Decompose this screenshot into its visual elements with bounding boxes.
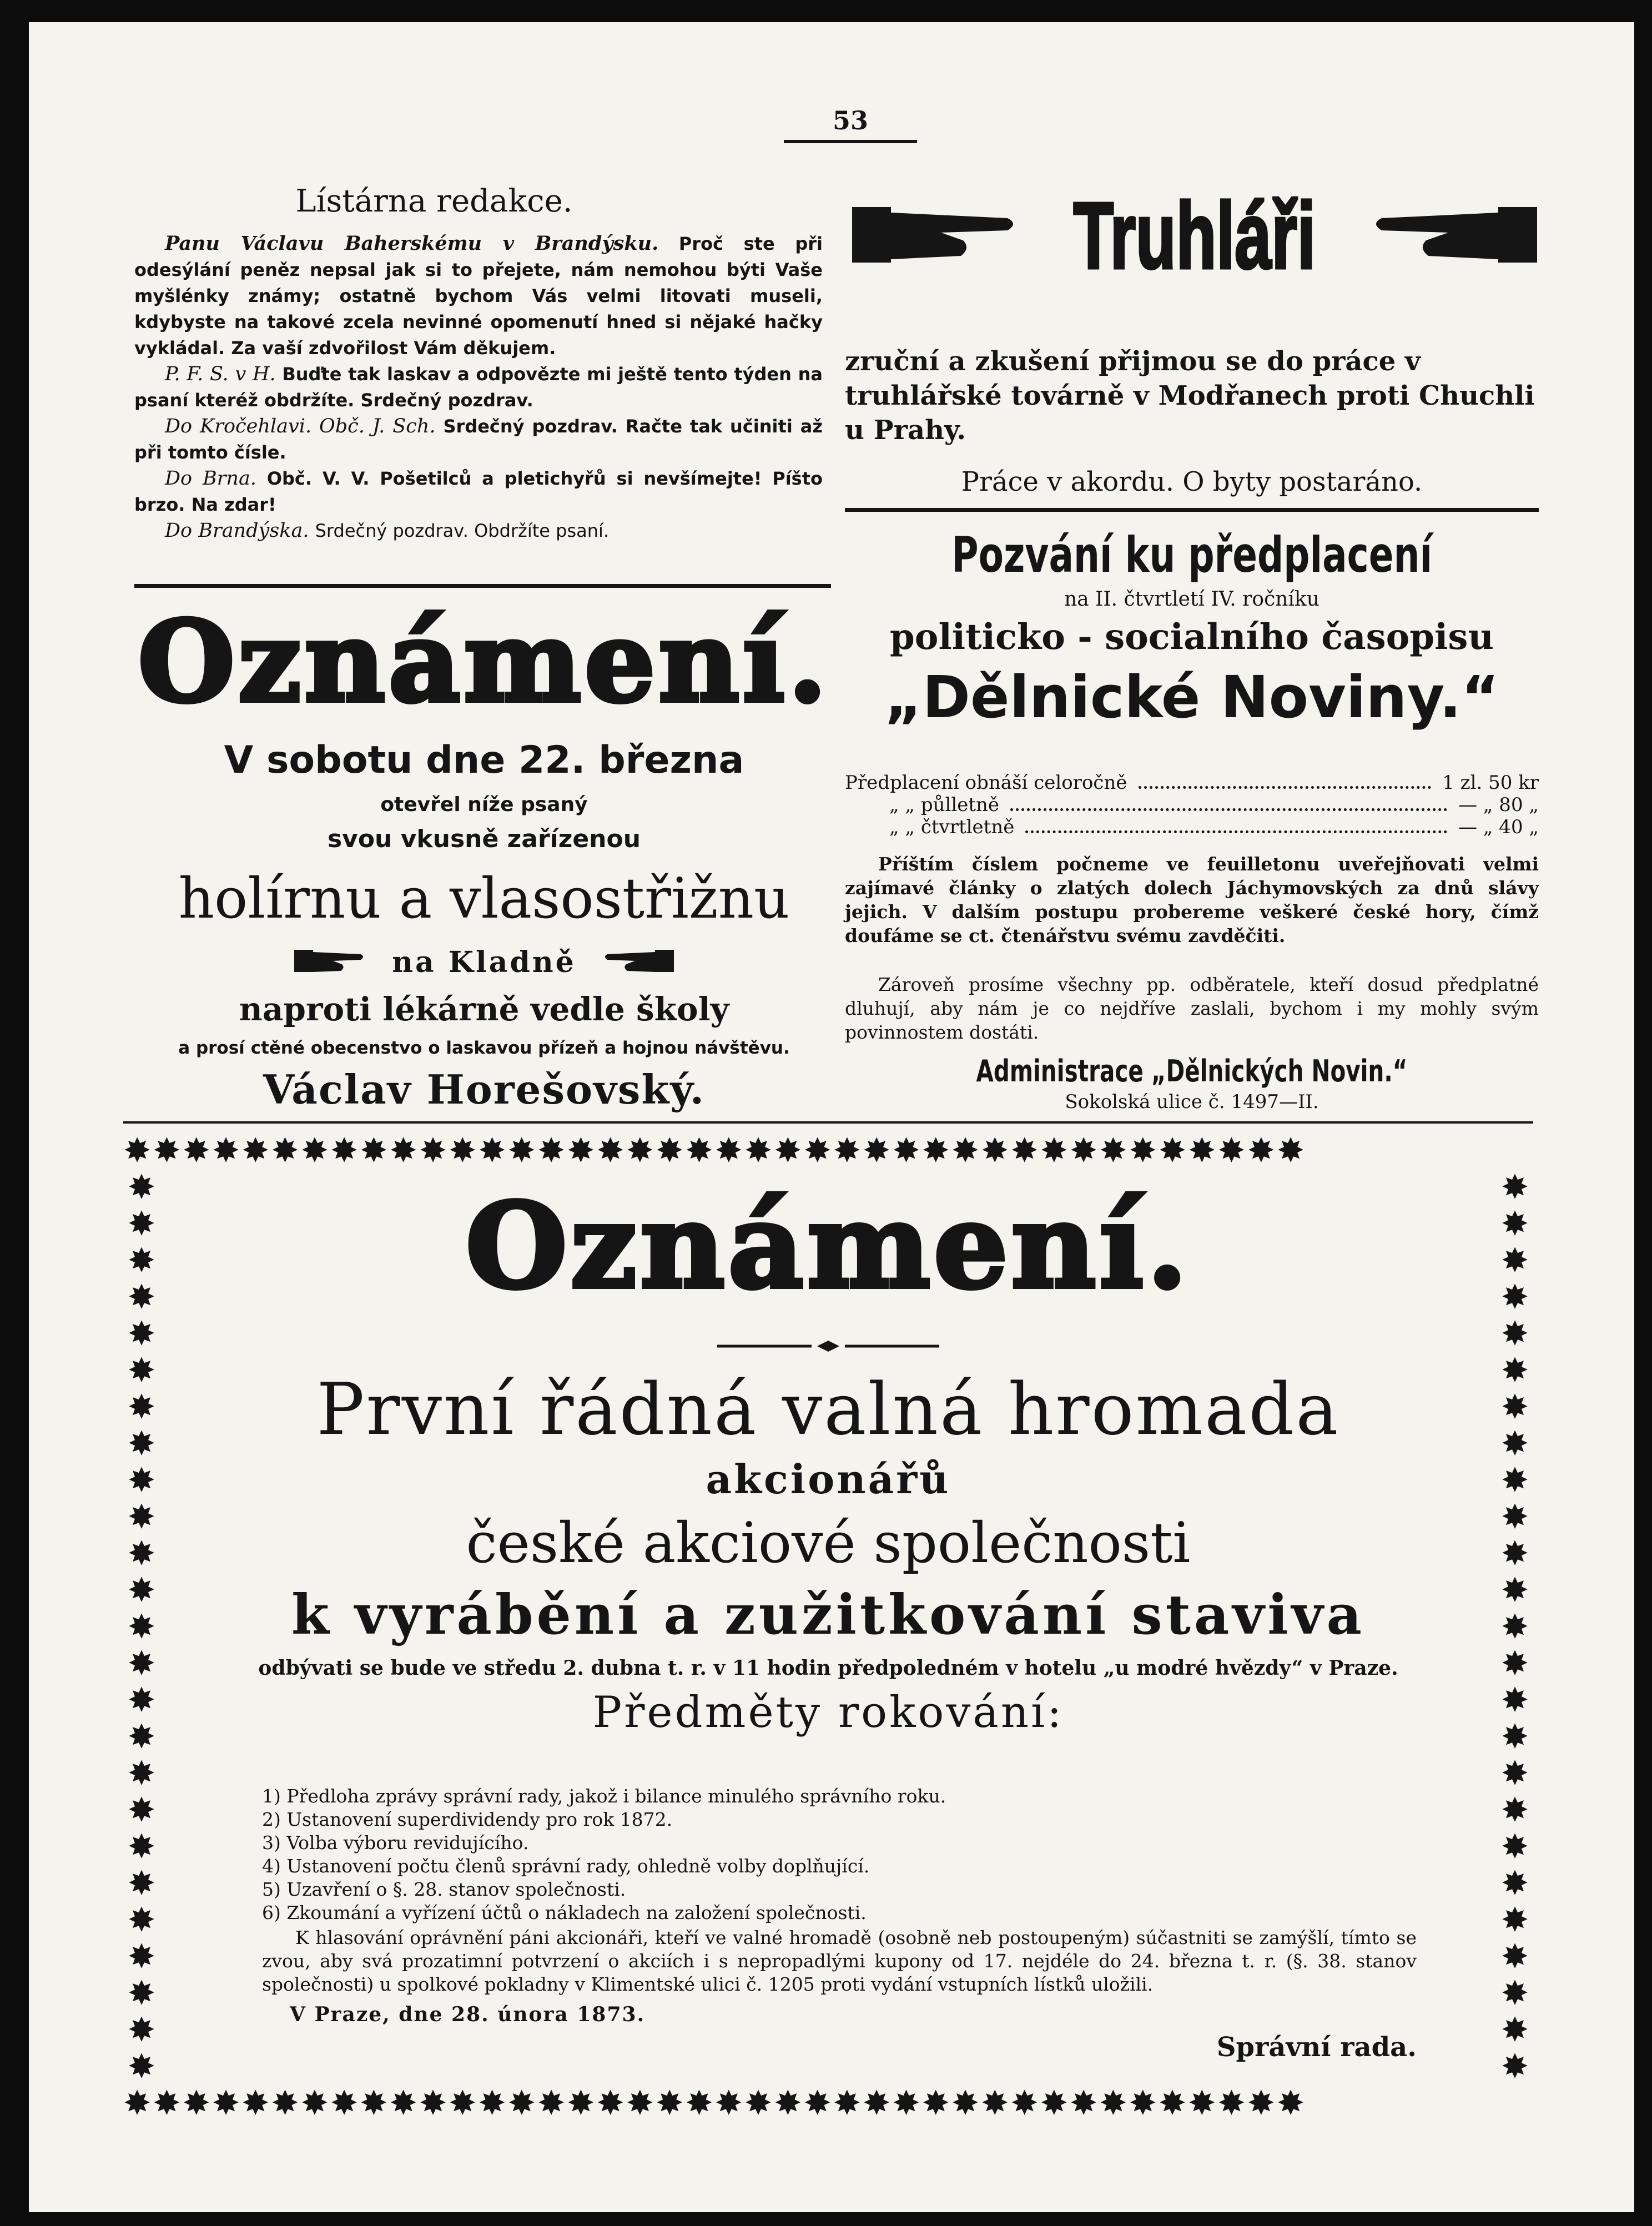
star-ornament-icon: ✸ (1217, 2085, 1247, 2122)
star-ornament-icon: ✸ (127, 1424, 156, 1463)
star-ornament-icon: ✸ (1500, 1315, 1529, 1353)
star-ornament-icon: ✸ (1276, 2085, 1307, 2122)
price-dots (1025, 816, 1447, 833)
star-ornament-icon: ✸ (892, 2085, 922, 2122)
star-ornament-icon: ✸ (419, 2085, 449, 2122)
letters-body (134, 230, 823, 544)
star-ornament-icon: ✸ (127, 1974, 156, 2013)
star-ornament-icon: ✸ (182, 2085, 212, 2122)
meeting-dateline: V Praze, dne 28. února 1873. (290, 2003, 646, 2026)
letter-address: Panu Václavu Baherskému v Brandýsku. (165, 232, 659, 255)
star-ornament-icon: ✸ (744, 1132, 774, 1169)
price-label: „ „ půlletně (889, 794, 1000, 816)
trubl-title-row (834, 183, 1555, 289)
letter-address: P. F. S. v H. (165, 363, 276, 385)
star-ornament-icon: ✸ (127, 1278, 156, 1317)
star-ornament-icon: ✸ (449, 1132, 479, 1169)
star-ornament-icon: ✸ (127, 1571, 156, 1610)
star-ornament-icon: ✸ (774, 2085, 804, 2122)
star-ornament-icon: ✸ (1247, 1132, 1277, 1169)
star-ornament-icon: ✸ (1500, 1681, 1529, 1720)
star-ornament-icon: ✸ (921, 2085, 951, 2122)
star-ornament-icon: ✸ (1040, 1132, 1070, 1169)
price-dots (1010, 794, 1447, 811)
meeting-title: Oznámení. (465, 1177, 1191, 1315)
star-ornament-icon: ✸ (1188, 2085, 1218, 2122)
star-ornament-icon: ✸ (449, 2085, 479, 2122)
star-ornament-icon: ✸ (1010, 1132, 1040, 1169)
star-ornament-icon: ✸ (892, 1132, 922, 1169)
star-ornament-icon: ✸ (127, 1901, 156, 1940)
star-ornament-icon: ✸ (744, 2085, 774, 2122)
star-ornament-icon: ✸ (1500, 1169, 1529, 1207)
agenda-item: 1) Předloha zprávy správní rady, jakož i bilance minulého správního roku. (262, 1785, 946, 1807)
star-ornament-icon: ✸ (1500, 1718, 1529, 1756)
star-ornament-icon: ✸ (833, 1132, 863, 1169)
star-ornament-icon: ✸ (507, 1132, 537, 1169)
star-ornament-icon: ✸ (127, 1461, 156, 1500)
price-value: — „ 80 „ (1458, 794, 1539, 816)
subscription-journal-name: „Dělnické Noviny.“ (884, 663, 1499, 731)
pointing-hand-icon (602, 943, 674, 987)
subscription-signature: Administrace „Dělnických Novin.“ (976, 1054, 1408, 1089)
page-number: 53 (832, 105, 868, 135)
price-row (845, 772, 1539, 794)
star-ornament-icon: ✸ (182, 1132, 212, 1169)
star-ornament-icon: ✸ (1500, 1864, 1529, 1903)
star-ornament-icon: ✸ (1500, 1644, 1529, 1683)
price-label: „ „ čtvrtletně (889, 816, 1015, 838)
star-ornament-icon: ✸ (123, 2085, 153, 2122)
star-ornament-icon: ✸ (389, 1132, 419, 1169)
agenda-item: 2) Ustanovení superdividendy pro rok 1872. (262, 1809, 673, 1830)
star-ornament-icon: ✸ (656, 2085, 686, 2122)
star-ornament-icon: ✸ (1158, 1132, 1188, 1169)
star-ornament-icon: ✸ (211, 2085, 242, 2122)
star-ornament-icon: ✸ (1500, 2047, 1529, 2079)
star-ornament-icon: ✸ (123, 1132, 153, 1169)
page-number-rule (784, 140, 917, 143)
star-ornament-icon: ✸ (1500, 1278, 1529, 1317)
letter-entry (134, 361, 823, 414)
letter-entry (134, 230, 823, 361)
star-ornament-icon: ✸ (300, 2085, 330, 2122)
star-ornament-icon: ✸ (774, 1132, 804, 1169)
star-ornament-icon: ✸ (360, 1132, 390, 1169)
subscription-subtitle: na II. čtvrtletí IV. ročníku (1064, 588, 1319, 611)
letter-entry (134, 518, 823, 544)
star-ornament-icon: ✸ (127, 1681, 156, 1720)
star-ornament-icon: ✸ (1010, 2085, 1040, 2122)
star-ornament-icon: ✸ (271, 2085, 301, 2122)
star-ornament-icon: ✸ (330, 1132, 360, 1169)
barber-title: Oznámení. (138, 597, 830, 727)
star-ornament-icon: ✸ (127, 1241, 156, 1280)
price-value: — „ 40 „ (1458, 816, 1539, 838)
meeting-when: odbývati se bude ve středu 2. dubna t. r. v 11 hodin předpoledném v hotelu „u modré hvězdy“ v Praze. (258, 1656, 1398, 1680)
barber-business: holírnu a vlasostřižnu (178, 866, 790, 931)
barber-line1: otevřel níže psaný (380, 793, 588, 816)
star-ornament-icon: ✸ (803, 2085, 833, 2122)
meeting-line2: akcionářů (706, 1456, 951, 1503)
star-ornament-icon: ✸ (241, 1132, 271, 1169)
subscription-paragraph1: Příštím číslem počneme ve feuilletonu uveřejňovati velmi zajímavé články o zlatých dolech Jáchymovských za dnů slávy jejich. V dalším postupu probereme veškeré české hory, čímž doufáme se ct. čtenářstvu svému zavděčiti. (845, 853, 1539, 946)
star-ornament-icon: ✸ (271, 1132, 301, 1169)
meeting-agenda-title: Předměty rokování: (592, 1688, 1064, 1738)
pointing-hand-icon (852, 202, 1019, 270)
star-ornament-icon: ✸ (567, 1132, 597, 1169)
letters-heading: Lístárna redakce. (295, 183, 573, 219)
star-ornament-icon: ✸ (1040, 2085, 1070, 2122)
letter-text: Srdečný pozdrav. Obdržíte psaní. (315, 520, 610, 541)
trubl-note: Práce v akordu. O byty postaráno. (961, 466, 1423, 497)
barber-ad (129, 597, 839, 1115)
star-ornament-icon: ✸ (685, 1132, 715, 1169)
star-ornament-icon: ✸ (127, 1388, 156, 1427)
star-ornament-icon: ✸ (127, 1205, 156, 1243)
star-ornament-icon: ✸ (478, 1132, 508, 1169)
star-ornament-icon: ✸ (127, 1608, 156, 1646)
star-ornament-icon: ✸ (478, 2085, 508, 2122)
star-ornament-icon: ✸ (127, 1169, 156, 1207)
star-ornament-icon: ✸ (153, 2085, 183, 2122)
subscription-title: Pozvání ku předplacení (951, 526, 1432, 583)
star-ornament-icon: ✸ (127, 1351, 156, 1390)
star-ornament-icon: ✸ (1500, 1754, 1529, 1793)
star-ornament-icon: ✸ (127, 1498, 156, 1537)
star-ornament-icon: ✸ (1070, 1132, 1100, 1169)
newspaper-page (29, 22, 1634, 2212)
letter-text: Obč. V. V. Pošetilců a pletichyřů si nevšímejte! Píšto brzo. Na zdar! (134, 468, 823, 515)
star-ornament-icon: ✸ (596, 1132, 626, 1169)
star-ornament-icon: ✸ (714, 1132, 744, 1169)
agenda-item: 4) Ustanovení počtu členů správní rady, ohledně volby doplňující. (262, 1855, 870, 1877)
trubl-rule (845, 508, 1539, 512)
agenda-item: 3) Volba výboru revidujícího. (262, 1832, 529, 1854)
star-ornament-icon: ✸ (1188, 1132, 1218, 1169)
star-ornament-icon: ✸ (389, 2085, 419, 2122)
star-ornament-icon: ✸ (127, 1827, 156, 1866)
star-ornament-icon: ✸ (1129, 1132, 1159, 1169)
star-ornament-icon: ✸ (981, 2085, 1011, 2122)
barber-signature: Václav Horešovský. (263, 1065, 705, 1113)
price-table (845, 772, 1539, 838)
meeting-line3: české akciové společnosti (466, 1510, 1191, 1575)
star-ornament-icon: ✸ (127, 1754, 156, 1793)
letters-rule (134, 584, 831, 588)
subscription-address: Sokolská ulice č. 1497—II. (1065, 1091, 1319, 1113)
star-ornament-icon: ✸ (127, 1791, 156, 1830)
star-ornament-icon: ✸ (1500, 1205, 1529, 1243)
star-ornament-icon: ✸ (863, 2085, 893, 2122)
star-ornament-icon: ✸ (921, 1132, 951, 1169)
star-ornament-icon: ✸ (1276, 1132, 1307, 1169)
meeting-line4: k vyrábění a zužitkování staviva (291, 1583, 1366, 1647)
star-ornament-icon: ✸ (241, 2085, 271, 2122)
star-ornament-icon: ✸ (656, 1132, 686, 1169)
star-ornament-icon: ✸ (1070, 2085, 1100, 2122)
star-ornament-icon: ✸ (1500, 1827, 1529, 1866)
star-border-bottom (123, 2085, 1533, 2122)
star-ornament-icon: ✸ (1500, 1974, 1529, 2013)
price-row (845, 794, 1539, 816)
star-ornament-icon: ✸ (127, 1864, 156, 1903)
agenda-item: 6) Zkoumání a vyřízení účtů o nákladech na založení společnosti. (262, 1902, 867, 1923)
star-ornament-icon: ✸ (300, 1132, 330, 1169)
star-ornament-icon: ✸ (127, 1937, 156, 1976)
star-ornament-icon: ✸ (596, 2085, 626, 2122)
meeting-paragraph: K hlasování oprávnění páni akcionáři, kteří ve valné hromadě (osobně neb postoupeným) súčastniti se zamýšlí, tímto se zvou, aby svá prozatimní potvrzení o akciích i s nepropadlými kupony od 17. nejdéle do 24. března t. r. (§. 38. stanov společnosti) u spolkové pokladny v Klimentské ulici č. 1205 proti vydání vstupních lístků uložili. (262, 1927, 1417, 1995)
price-dots (1139, 772, 1432, 789)
star-ornament-icon: ✸ (626, 1132, 656, 1169)
barber-date: V sobotu dne 22. března (224, 738, 744, 782)
star-ornament-icon: ✸ (1500, 1351, 1529, 1390)
barber-location: naproti lékárně vedle školy (239, 990, 729, 1028)
star-ornament-icon: ✸ (1217, 1132, 1247, 1169)
star-ornament-icon: ✸ (1500, 1608, 1529, 1646)
star-ornament-icon: ✸ (153, 1132, 183, 1169)
star-ornament-icon: ✸ (1099, 2085, 1129, 2122)
section-rule (123, 1121, 1533, 1124)
star-ornament-icon: ✸ (127, 1718, 156, 1756)
barber-line2: svou vkusně zařízenou (327, 825, 641, 853)
meeting-agenda (262, 1785, 1372, 1925)
star-ornament-icon: ✸ (833, 2085, 863, 2122)
star-ornament-icon: ✸ (419, 1132, 449, 1169)
star-ornament-icon: ✸ (1500, 1241, 1529, 1280)
star-ornament-icon: ✸ (951, 1132, 981, 1169)
star-ornament-icon: ✸ (626, 2085, 656, 2122)
star-ornament-icon: ✸ (127, 2047, 156, 2079)
star-ornament-icon: ✸ (1500, 1571, 1529, 1610)
star-border-left (123, 1169, 160, 2079)
letter-address: Do Brandýska. (165, 520, 309, 542)
star-ornament-icon: ✸ (1500, 2011, 1529, 2049)
star-ornament-icon: ✸ (1500, 1901, 1529, 1940)
star-ornament-icon: ✸ (127, 1644, 156, 1683)
star-ornament-icon: ✸ (537, 1132, 567, 1169)
star-ornament-icon: ✸ (360, 2085, 390, 2122)
star-border-top (123, 1132, 1533, 1169)
star-ornament-icon: ✸ (685, 2085, 715, 2122)
letter-text: Proč ste při odesýlání peněz nepsal jak si to přejete, nám nemohou býti Vaše myšlénky známy; ostatně bychom Vás velmi litovati museli, kdybyste na takové zcela nevinné opomenutí hned si nějaké hačky vykládal. Za vaší zdvořilost Vám děkujem. (134, 233, 823, 359)
meeting-signature: Správní rada. (1216, 2032, 1417, 2063)
letter-address: Do Brna. (165, 467, 256, 490)
price-label: Předplacení obnáší celoročně (845, 772, 1127, 794)
letter-text: Srdečný pozdrav. Račte tak učiniti až při tomto čísle. (134, 416, 823, 463)
subscription-paragraph2: Zároveň prosíme všechny pp. odběratele, kteří dosud předplatné dluhují, aby nám je co nejdříve zaslali, bychom i my mohly svým povinnostem dostáti. (845, 974, 1539, 1043)
agenda-item: 5) Uzavření o §. 28. stanov společnosti. (262, 1878, 626, 1900)
meeting-divider (173, 1313, 1483, 1368)
star-ornament-icon: ✸ (1500, 1791, 1529, 1830)
subscription-ad (839, 525, 1544, 733)
price-row (845, 816, 1539, 838)
star-ornament-icon: ✸ (981, 1132, 1011, 1169)
star-ornament-icon: ✸ (127, 2011, 156, 2049)
star-ornament-icon: ✸ (803, 1132, 833, 1169)
price-value: 1 zl. 50 kr (1442, 772, 1539, 794)
star-ornament-icon: ✸ (1129, 2085, 1159, 2122)
letter-entry (134, 414, 823, 466)
star-ornament-icon: ✸ (1247, 2085, 1277, 2122)
star-border-right (1497, 1169, 1533, 2079)
letter-text: Buďte tak laskav a odpovězte mi ještě tento týden na psaní kteréž obdržíte. Srdečný pozdrav. (134, 364, 823, 411)
star-ornament-icon: ✸ (1500, 1388, 1529, 1427)
star-ornament-icon: ✸ (1500, 1498, 1529, 1537)
meeting-ad (173, 1177, 1483, 1740)
star-ornament-icon: ✸ (1500, 1534, 1529, 1573)
star-ornament-icon: ✸ (1099, 1132, 1129, 1169)
subscription-journal-type: politicko - socialního časopisu (890, 616, 1494, 658)
star-ornament-icon: ✸ (567, 2085, 597, 2122)
barber-place-row (129, 940, 839, 987)
trubl-title: Truhláři (1073, 183, 1316, 289)
star-ornament-icon: ✸ (330, 2085, 360, 2122)
star-ornament-icon: ✸ (127, 1534, 156, 1573)
pointing-hand-icon (1371, 202, 1537, 270)
letter-address: Do Kročehlavi. Obč. J. Sch. (165, 415, 436, 437)
barber-place: na Kladně (392, 945, 576, 979)
trubl-body: zruční a zkušení přijmou se do práce v truhlářské továrně v Modřanech proti Chuchli u Prahy. (845, 346, 1535, 446)
star-ornament-icon: ✸ (537, 2085, 567, 2122)
star-ornament-icon: ✸ (951, 2085, 981, 2122)
star-ornament-icon: ✸ (127, 1315, 156, 1353)
meeting-headline: První řádná valná hromada (316, 1368, 1340, 1451)
star-ornament-icon: ✸ (211, 1132, 242, 1169)
barber-request: a prosí ctěné obecenstvo o laskavou přízeň a hojnou návštěvu. (178, 1038, 790, 1058)
star-ornament-icon: ✸ (1500, 1937, 1529, 1976)
star-ornament-icon: ✸ (714, 2085, 744, 2122)
star-ornament-icon: ✸ (1500, 1461, 1529, 1500)
star-ornament-icon: ✸ (863, 1132, 893, 1169)
star-ornament-icon: ✸ (1500, 1424, 1529, 1463)
star-ornament-icon: ✸ (1158, 2085, 1188, 2122)
star-ornament-icon: ✸ (507, 2085, 537, 2122)
letter-entry (134, 466, 823, 518)
pointing-hand-icon (294, 943, 366, 987)
